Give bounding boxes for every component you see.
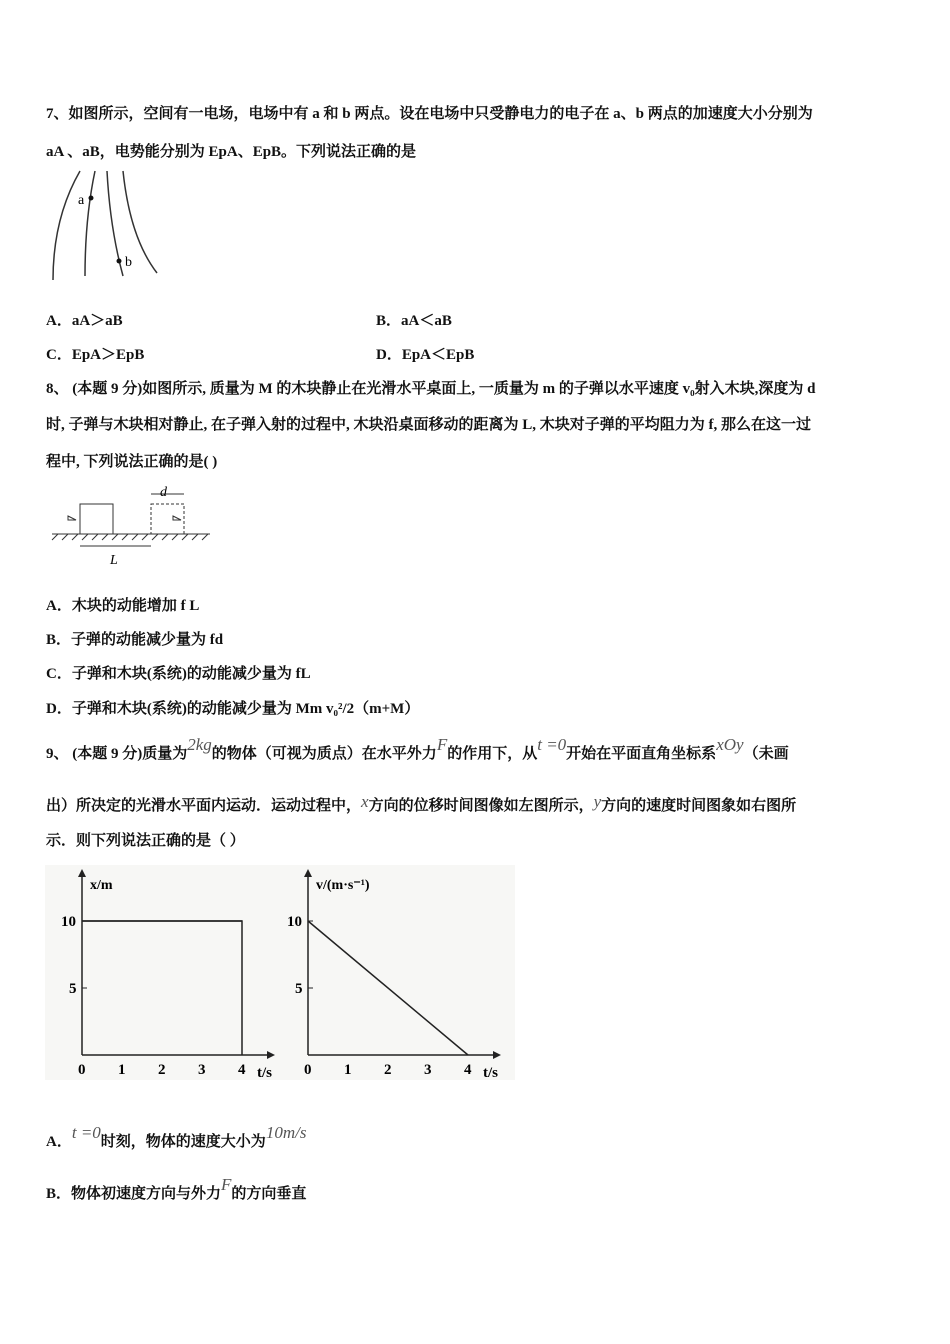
- force-symbol: F: [221, 1175, 232, 1194]
- y-axis-arrow: [304, 869, 312, 877]
- q8-option-d: D．子弹和木块(系统)的动能减少量为 Mm v₀²/2（m+M）: [46, 701, 420, 717]
- x-tick-label: 0: [304, 1062, 312, 1078]
- q9-option-a: [46, 1123, 307, 1151]
- x-tick-label: 1: [344, 1062, 352, 1078]
- y-tick-label: 5: [295, 981, 303, 997]
- x-axis-arrow: [493, 1051, 501, 1059]
- text: 出）所决定的光滑水平面内运动．运动过程中，: [46, 798, 362, 814]
- x-tick-label: 2: [158, 1062, 166, 1078]
- text: 开始在平面直角坐标系: [566, 746, 717, 762]
- q7-stem-line2: aA 、aB，电势能分别为 EpA、EpB。下列说法正确的是: [46, 144, 417, 160]
- x-axis-label: t/s: [483, 1065, 498, 1080]
- x-symbol: x: [361, 792, 369, 811]
- text: 的物体（可视为质点）在水平外力: [211, 746, 437, 762]
- series-line: [82, 921, 242, 1055]
- text: 方向的位移时间图像如左图所示，: [368, 798, 594, 814]
- label-d: d: [160, 485, 167, 500]
- x-tick-label: 0: [78, 1062, 86, 1078]
- point-b-label: b: [125, 255, 132, 270]
- y-axis-label: x/m: [90, 878, 113, 893]
- x-axis-arrow: [267, 1051, 275, 1059]
- block-bullet-figure: [50, 484, 215, 569]
- q9-stem-line2: [46, 794, 796, 815]
- text: 方向的速度时间图象如右图所: [601, 798, 797, 814]
- x-tick-label: 3: [198, 1062, 206, 1078]
- velocity-value: 10m/s: [265, 1123, 307, 1142]
- y-tick-label: 10: [61, 914, 76, 930]
- label-L: L: [110, 553, 118, 568]
- x-tick-label: 3: [424, 1062, 432, 1078]
- x-tick-label: 4: [464, 1062, 472, 1078]
- xoy-symbol: xOy: [716, 735, 744, 754]
- text: A．: [46, 1134, 72, 1150]
- q7-option-a: A．aA＞aB: [46, 313, 123, 329]
- q7-option-d: D．EpA＜EpB: [376, 347, 475, 363]
- point-a-label: a: [78, 193, 85, 208]
- x-tick-label: 1: [118, 1062, 126, 1078]
- x-axis-label: t/s: [257, 1065, 272, 1080]
- force-symbol: F: [436, 735, 448, 754]
- t0-symbol: t =0: [537, 735, 567, 754]
- text: 9、 (本题 9 分)质量为: [46, 746, 188, 762]
- text: B．物体初速度方向与外力: [46, 1186, 222, 1202]
- q7-option-b: B．aA＜aB: [376, 313, 452, 329]
- y-tick-label: 10: [287, 914, 302, 930]
- x-tick-label: 4: [238, 1062, 246, 1078]
- q7-option-c: C．EpA＞EpB: [46, 347, 145, 363]
- q8-option-b: B．子弹的动能减少量为 fd: [46, 632, 224, 648]
- q8-stem-line2: 时, 子弹与木块相对静止, 在子弹入射的过程中, 木块沿桌面移动的距离为 L, 木块对子弹的平均阻力为 f, 那么在这一过: [46, 417, 812, 433]
- text: 的作用下，从: [447, 746, 538, 762]
- y-axis-label: v/(m·s⁻¹): [316, 878, 370, 893]
- q9-option-b: [46, 1175, 307, 1203]
- q8-stem-line3: 程中, 下列说法正确的是( ): [46, 454, 218, 470]
- text: 时刻，物体的速度大小为: [100, 1134, 266, 1150]
- y-axis-arrow: [78, 869, 86, 877]
- text: （未画: [743, 746, 789, 762]
- q7-stem-line1: 7、如图所示，空间有一电场，电场中有 a 和 b 两点。设在电场中只受静电力的电子在 a、b 两点的加速度大小分别为: [46, 106, 813, 122]
- x-tick-label: 2: [384, 1062, 392, 1078]
- y-tick-label: 5: [69, 981, 77, 997]
- t0-symbol: t =0: [71, 1123, 101, 1142]
- q9-stem-line1: [46, 735, 789, 763]
- q9-graphs: [45, 865, 515, 1080]
- q9-stem-line3: 示．则下列说法正确的是（ ）: [46, 833, 245, 849]
- series-line: [308, 921, 468, 1055]
- y-symbol: y: [593, 792, 602, 811]
- q8-option-a: A．木块的动能增加 f L: [46, 598, 200, 614]
- mass-value: 2kg: [187, 735, 212, 754]
- text: 的方向垂直: [231, 1186, 307, 1202]
- electric-field-figure: [45, 168, 165, 288]
- q8-option-c: C．子弹和木块(系统)的动能减少量为 fL: [46, 666, 311, 682]
- q8-stem-line1: 8、 (本题 9 分)如图所示, 质量为 M 的木块静止在光滑水平桌面上, 一质量为 m 的子弹以水平速度 v₀射入木块,深度为 d: [46, 381, 816, 397]
